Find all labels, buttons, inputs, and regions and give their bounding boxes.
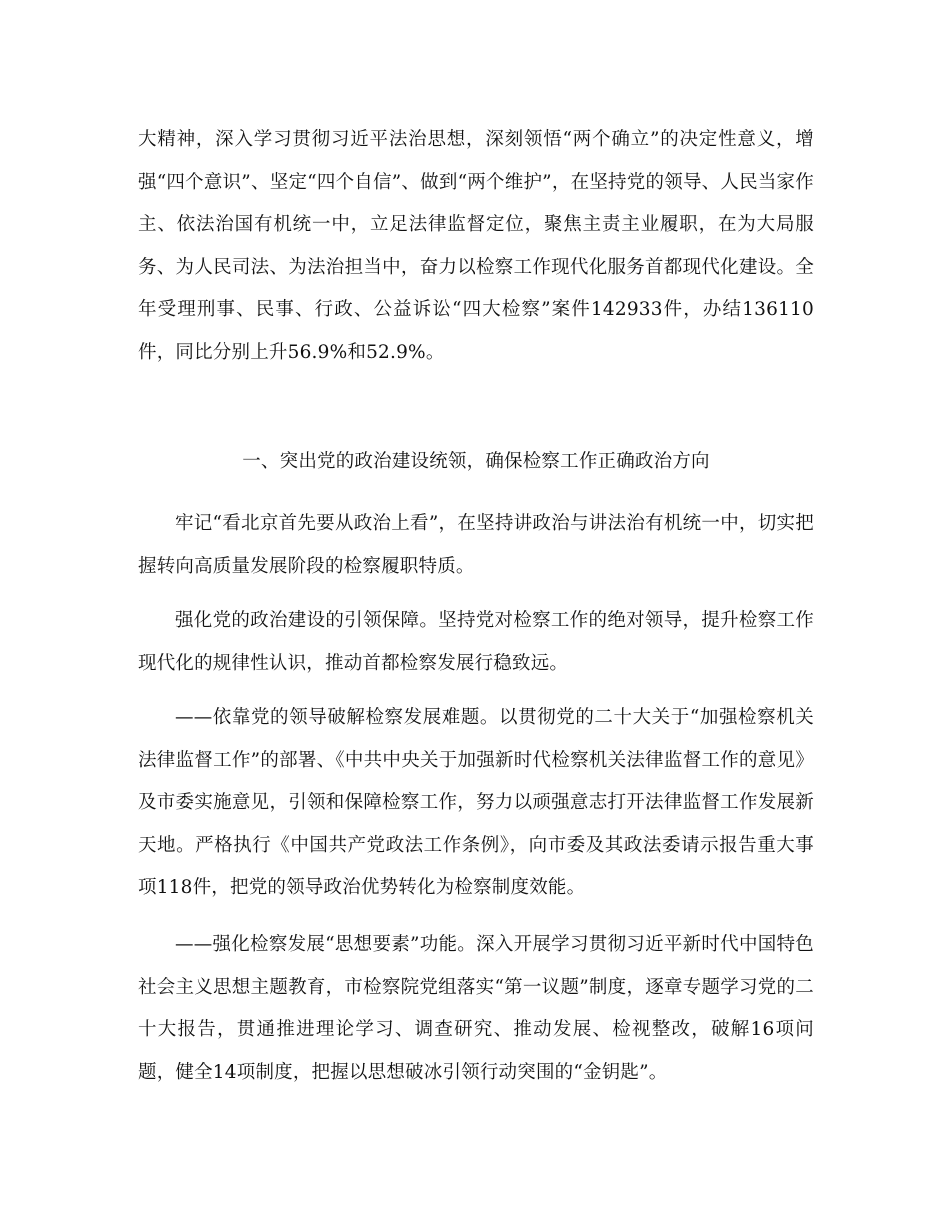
section-paragraph-3: ——依靠党的领导破解检察发展难题。以贯彻党的二十大关于“加强检察机关法律监督工作”的部署、《中共中央关于加强新时代检察机关法律监督工作的意见》及市委实施意见，引领和保障检察工作，努力以顽强意志打开法律监督工作发展新天地。严格执行《中国共产党政法工作条例》，向市委及其政法委请示报告重大事项118件，把党的领导政治优势转化为检察制度效能。 [138,707,814,898]
section-paragraph-1: 牢记“看北京首先要从政治上看”，在坚持讲政治与讲法治有机统一中，切实把握转向高质量发展阶段的检察履职特质。 [138,513,814,577]
intro-paragraph: 大精神，深入学习贯彻习近平法治思想，深刻领悟“两个确立”的决定性意义，增强“四个意识”、坚定“四个自信”、做到“两个维护”，在坚持党的领导、人民当家作主、依法治国有机统一中，立足法律监督定位，聚焦主责主业履职，在为大局服务、为人民司法、为法治担当中，奋力以检察工作现代化服务首都现代化建设。全年受理刑事、民事、行政、公益诉讼“四大检察”案件142933件，办结136110件，同比分别上升56.9%和52.9%。 [138,129,814,363]
section-heading: 一、突出党的政治建设统领，确保检察工作正确政治方向 [242,451,710,472]
section-paragraph-4: ——强化检察发展“思想要素”功能。深入开展学习贯彻习近平新时代中国特色社会主义思想主题教育，市检察院党组落实“第一议题”制度，逐章专题学习党的二十大报告，贯通推进理论学习、调查研究、推动发展、检视整改，破解16项问题，健全14项制度，把握以思想破冰引领行动突围的“金钥匙”。 [138,934,814,1083]
section-paragraph-2: 强化党的政治建设的引领保障。坚持党对检察工作的绝对领导，提升检察工作现代化的规律性认识，推动首都检察发展行稳致远。 [138,610,814,674]
